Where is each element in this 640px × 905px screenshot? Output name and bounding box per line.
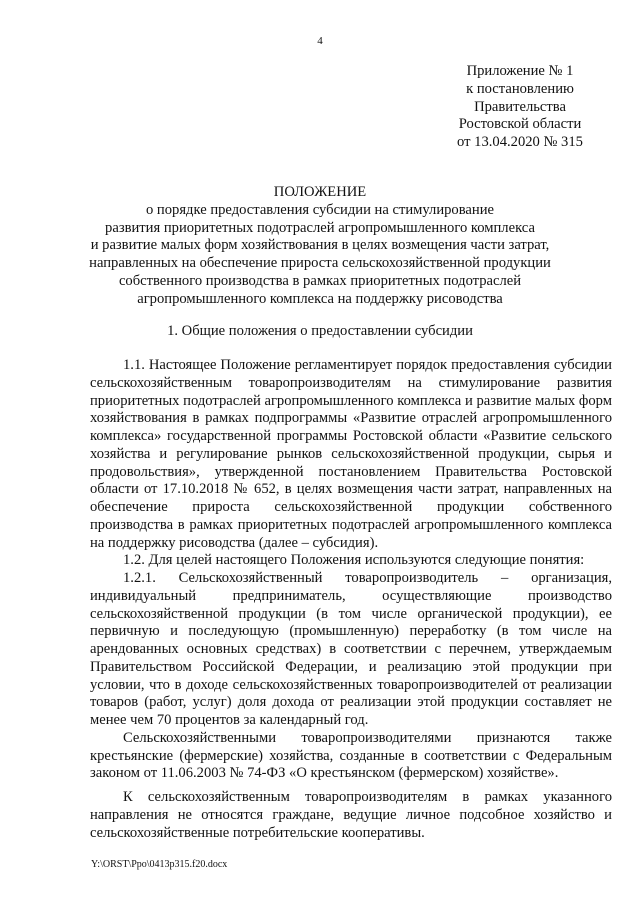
paragraph: Сельскохозяйственными товаропроизводителями признаются также крестьянские (фермерские) хозяйства, созданные в соответствии с Федеральным законом от 11.06.2003 № 74-ФЗ «О крестьянском (фермерском) хозяйстве». (90, 729, 612, 782)
page-number: 4 (317, 35, 323, 47)
document-title: ПОЛОЖЕНИЕ (273, 184, 367, 200)
appendix-line: Правительства (474, 98, 566, 115)
subtitle-line: развития приоритетных подотраслей агропромышленного комплекса (105, 219, 535, 236)
paragraph: 1.2.1. Сельскохозяйственный товаропроизводитель – организация, индивидуальный предприниматель, осуществляющие производство сельскохозяйственной продукции (в том числе органической продукции), ее первичную и последующую (промышленную) переработку (в том числе на арендованных основных средствах) в соответствии с перечнем, утверждаемым Правительством Российской Федерации, и реализацию этой продукции при условии, что в доходе сельскохозяйственных товаропроизводителей от реализации товаров (работ, услуг) доля дохода от реализации этой продукции составляет не менее чем 70 процентов за календарный год. (90, 570, 612, 728)
subtitle-line: агропромышленного комплекса на поддержку рисоводства (137, 290, 503, 307)
paragraph: 1.1. Настоящее Положение регламентирует порядок предоставления субсидии сельскохозяйственным товаропроизводителям на стимулирование развития приоритетных подотраслей агропромышленного комплекса и развитие малых форм хозяйствования в рамках подпрограммы «Развитие отраслей агропромышленного комплекса» государственной программы Ростовской области «Развитие сельского хозяйства и регулирование рынков сельскохозяйственной продукции, сырья и продовольствия», утвержденной постановлением Правительства Ростовской области от 17.10.2018 № 652, в целях возмещения части затрат, направленных на обеспечение прироста сельскохозяйственной продукции собственного производства в рамках приоритетных подотраслей агропромышленного комплекса на поддержку рисоводства (далее – субсидия). (90, 357, 612, 551)
document-title-block (0, 184, 640, 309)
appendix-line: от 13.04.2020 № 315 (457, 134, 583, 151)
subtitle-line: собственного производства в рамках приоритетных подотраслей (118, 272, 522, 289)
footer-file-path: Y:\ORST\Ppo\0413p315.f20.docx (91, 859, 228, 870)
body-text (90, 357, 612, 842)
appendix-line: Приложение № 1 (466, 63, 574, 79)
paragraph: 1.2. Для целей настоящего Положения используются следующие понятия: (123, 552, 585, 569)
paragraph: К сельскохозяйственным товаропроизводителям в рамках указанного направления не относятся граждане, ведущие личное подсобное хозяйство и сельскохозяйственные потребительские кооперативы. (90, 789, 612, 841)
subtitle-line: и развитие малых форм хозяйствования в целях возмещения части затрат, (90, 237, 550, 254)
subtitle-line: о порядке предоставления субсидии на стимулирование (145, 201, 494, 218)
appendix-line: Ростовской области (458, 116, 582, 133)
appendix-line: к постановлению (466, 80, 574, 97)
subtitle-line: направленных на обеспечение прироста сельскохозяйственной продукции (89, 255, 551, 272)
section-heading: 1. Общие положения о предоставлении субсидии (167, 323, 473, 339)
appendix-block (420, 63, 620, 152)
